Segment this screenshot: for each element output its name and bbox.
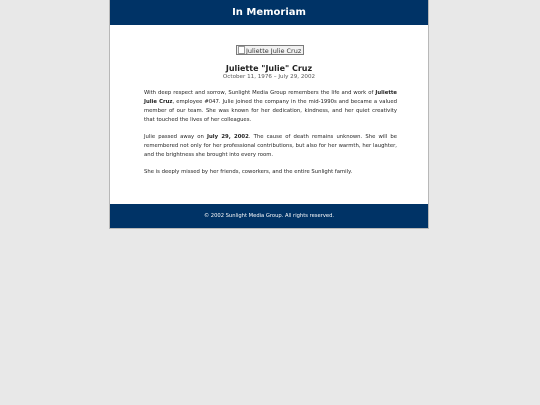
portrait-image-broken — [236, 45, 304, 55]
memorial-content — [110, 25, 428, 205]
paragraph-passing-end: . The cause of death remains unknown. She will be remembered not only for her professional contributions, but also for her warmth, her laughter, and the brightness she brought into every room. — [144, 134, 397, 158]
copyright-text: © 2002 Sunlight Media Group. All rights reserved. — [203, 213, 335, 219]
broken-image-icon — [238, 46, 245, 54]
paragraph-missed: She is deeply missed by her friends, coworkers, and the entire Sunlight family. — [144, 169, 353, 175]
paragraph-intro-name: Juliette Julie Cruz — [144, 90, 397, 105]
memorial-page — [109, 0, 429, 229]
page-title: In Memoriam — [232, 7, 306, 18]
paragraph-intro-end: , employee #047. Julie joined the company in the mid-1990s and became a valued member of our team. She was known for her dedication, kindness, and her quiet creativity that touched the lives of her colleagues. — [144, 98, 397, 123]
paragraph-intro-start: With deep respect and sorrow, Sunlight Media Group remembers the life and work of — [144, 90, 376, 96]
page-header — [110, 0, 428, 25]
paragraph-passing-date: July 29, 2002 — [207, 134, 249, 140]
paragraph-passing — [144, 133, 397, 160]
page-footer — [110, 204, 428, 228]
portrait-alt-text: Juliette Julie Cruz — [246, 47, 302, 55]
paragraph-intro — [144, 89, 397, 125]
person-name: Juliette "Julie" Cruz — [225, 64, 313, 73]
paragraph-passing-start: Julie passed away on — [144, 134, 208, 140]
person-dates: October 11, 1976 – July 29, 2002 — [222, 74, 316, 80]
